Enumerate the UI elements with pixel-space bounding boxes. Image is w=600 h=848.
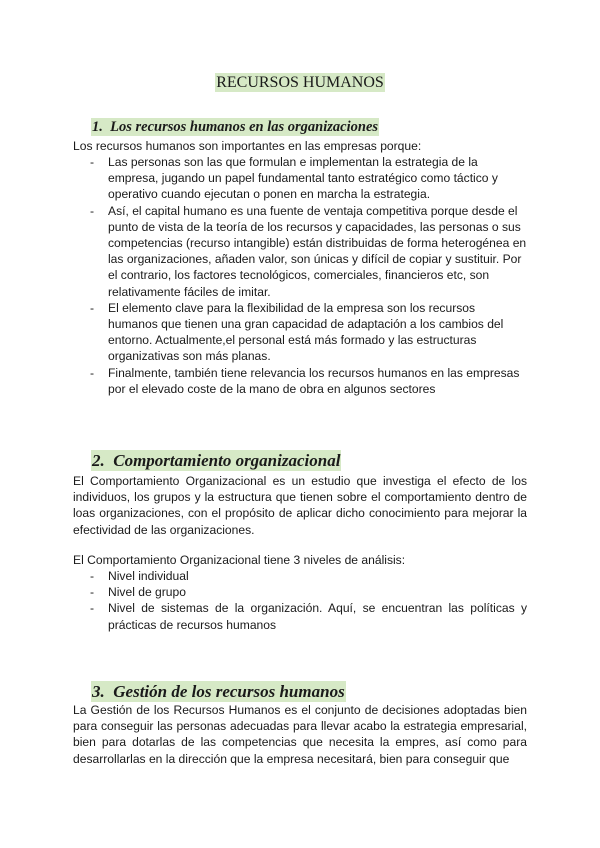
section-1-list [73,154,527,397]
section-2-title: Comportamiento organizacional [113,451,341,470]
section-3-number: 3. [92,682,105,701]
section-1-number: 1. [92,119,103,135]
section-1-heading [91,118,379,136]
list-item: - Nivel individual [73,568,527,584]
list-item: - Nivel de grupo [73,584,527,600]
section-2-paragraph-1: El Comportamiento Organizacional es un estudio que investiga el efecto de los individuos, los grupos y la estructura que tienen sobre el comportamiento dentro de loas organizaciones, con el propósito de aplicar dicho conocimiento para mejorar la efectividad de las organizaciones. [73,474,527,537]
document-title-text: RECURSOS HUMANOS [216,74,384,91]
list-item: - El elemento clave para la flexibilidad de la empresa son los recursos humanos que tienen una gran capacidad de adaptación a los cambios del entorno. Actualmente,el personal está más formado y las estructuras organizativas son más planas. [73,300,527,365]
section-3-title: Gestión de los recursos humanos [113,682,345,701]
section-1-title: Los recursos humanos en las organizaciones [110,119,379,135]
section-1-intro: Los recursos humanos son importantes en las empresas porque: [73,139,422,153]
section-2-heading [91,450,341,472]
list-item: - Finalmente, también tiene relevancia los recursos humanos en las empresas por el elevado coste de la mano de obra en algunos sectores [73,365,527,397]
section-2-list [73,568,527,633]
section-2-paragraph-2: El Comportamiento Organizacional tiene 3 niveles de análisis: [73,553,406,567]
section-3-paragraph: La Gestión de los Recursos Humanos es el conjunto de decisiones adoptadas bien para conseguir las personas adecuadas para llevar acabo la estrategia empresarial, bien para dotarlas de las competencias que necesita la empres, así como para desarrollarlas en la dirección que la empresa necesitará, bien para conseguir que [73,703,527,766]
list-item: - Las personas son las que formulan e implementan la estrategia de la empresa, jugando un papel fundamental tanto estratégico como táctico y operativo cuando ejecutan o ponen en marcha la estrategia. [73,154,527,203]
section-2-number: 2. [92,451,105,470]
list-item: - Nivel de sistemas de la organización. Aquí, se encuentran las políticas y prácticas de recursos humanos [73,600,527,632]
section-3-heading [91,681,346,703]
list-item: - Así, el capital humano es una fuente de ventaja competitiva porque desde el punto de vista de la teoría de los recursos y capacidades, las personas o sus competencias (recurso intangible) están distribuidas de forma heterogénea en las organizaciones, añaden valor, son únicas y difícil de copiar y sustituir. Por el contrario, los factores tecnológicos, comerciales, financieros etc, son relativamente fáciles de imitar. [73,203,527,300]
document-title [0,73,600,93]
